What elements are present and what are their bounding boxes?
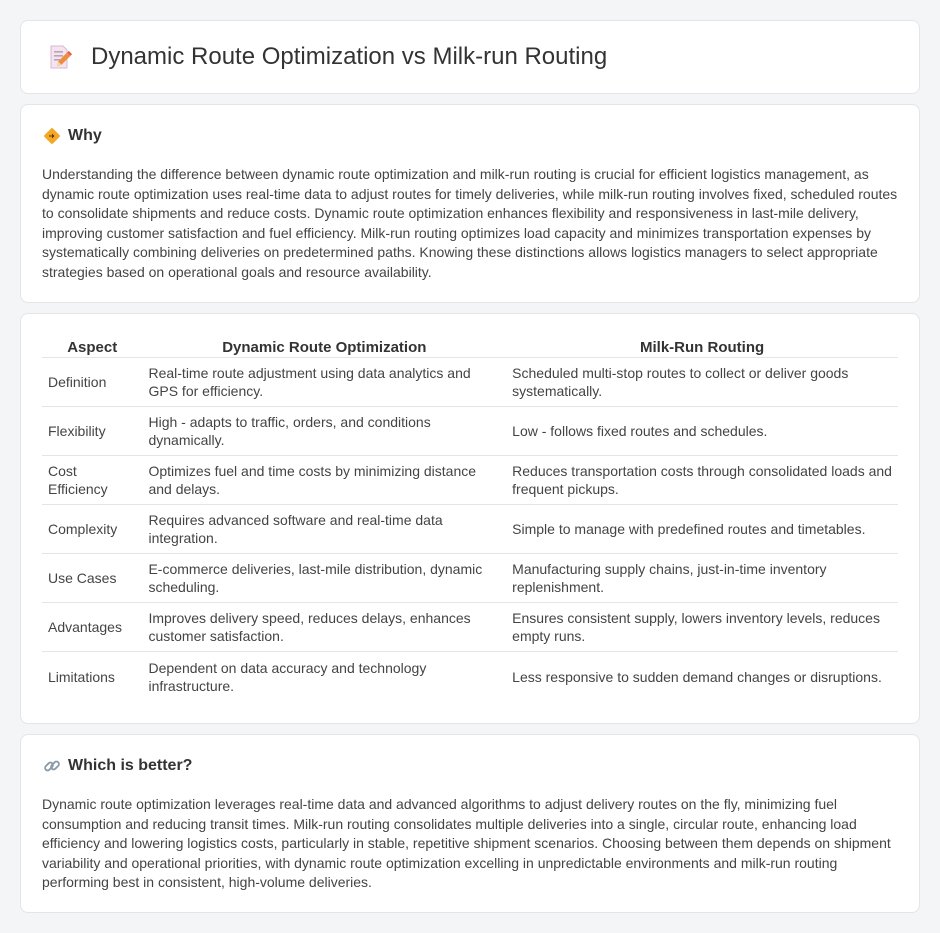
milk-run-cell: Low - follows fixed routes and schedules. (506, 407, 898, 456)
table-row (42, 358, 898, 407)
table-row (42, 456, 898, 505)
comparison-card (20, 313, 920, 724)
header-dynamic: Dynamic Route Optimization (142, 334, 506, 358)
title-row (45, 43, 607, 71)
table-row (42, 505, 898, 554)
dynamic-cell: Improves delivery speed, reduces delays, enhances customer satisfaction. (142, 603, 506, 652)
diamond-sign-icon (43, 127, 61, 145)
better-heading (43, 757, 192, 775)
aspect-cell: Advantages (42, 603, 142, 652)
header-milk-run: Milk-Run Routing (506, 334, 898, 358)
why-heading (43, 127, 102, 145)
table-row (42, 652, 898, 701)
dynamic-cell: Real-time route adjustment using data analytics and GPS for efficiency. (142, 358, 506, 407)
comparison-table (42, 334, 898, 701)
aspect-cell: Flexibility (42, 407, 142, 456)
milk-run-cell: Simple to manage with predefined routes and timetables. (506, 505, 898, 554)
edit-document-icon (45, 43, 73, 71)
milk-run-cell: Less responsive to sudden demand changes or disruptions. (512, 668, 882, 685)
dynamic-cell: Optimizes fuel and time costs by minimizing distance and delays. (142, 456, 506, 505)
aspect-cell: Cost Efficiency (42, 456, 142, 505)
milk-run-cell: Manufacturing supply chains, just-in-time inventory replenishment. (506, 554, 898, 603)
page-title: Dynamic Route Optimization vs Milk-run Routing (91, 43, 608, 70)
milk-run-cell: Scheduled multi-stop routes to collect or deliver goods systematically. (506, 358, 898, 407)
milk-run-cell: Reduces transportation costs through consolidated loads and frequent pickups. (506, 456, 898, 505)
header-aspect: Aspect (42, 334, 142, 358)
aspect-cell: Definition (42, 358, 142, 407)
why-title: Why (68, 127, 102, 144)
aspect-cell: Limitations (48, 668, 115, 685)
dynamic-cell: Requires advanced software and real-time data integration. (142, 505, 506, 554)
aspect-cell: Complexity (42, 505, 142, 554)
better-text: Dynamic route optimization leverages real-time data and advanced algorithms to adjust delivery routes on the fly, minimizing fuel consumption and reducing transit times. Milk-run routing consolidates multiple deliveries into a single, circular route, enhancing load efficiency and lowering logistics costs, particularly in stable, repetitive shipment scenarios. Choosing between them depends on shipment variability and operational priorities, with dynamic route optimization excelling in unpredictable environments and milk-run routing performing best in consistent, high-volume deliveries. (42, 796, 891, 891)
table-row (42, 407, 898, 456)
table-row (42, 554, 898, 603)
table-header-row (42, 334, 898, 358)
why-text: Understanding the difference between dynamic route optimization and milk-run routing is crucial for efficient logistics management, as dynamic route optimization uses real-time data to adjust routes for timely deliveries, while milk-run routing involves fixed, scheduled routes to consolidate shipments and reduce costs. Dynamic route optimization enhances flexibility and responsiveness in last-mile delivery, improving customer satisfaction and fuel efficiency. Milk-run routing optimizes load capacity and minimizes transportation expenses by systematically combining deliveries on predetermined paths. Knowing these distinctions allows logistics managers to select appropriate strategies based on operational goals and resource availability. (42, 166, 898, 280)
table-row (42, 603, 898, 652)
which-better-card (20, 734, 920, 913)
aspect-cell: Use Cases (42, 554, 142, 603)
dynamic-cell: Dependent on data accuracy and technology infrastructure. (148, 659, 427, 694)
title-card (20, 20, 920, 94)
milk-run-cell: Ensures consistent supply, lowers inventory levels, reduces empty runs. (506, 603, 898, 652)
link-icon (43, 757, 61, 775)
better-title: Which is better? (68, 757, 193, 774)
dynamic-cell: High - adapts to traffic, orders, and conditions dynamically. (142, 407, 506, 456)
why-card (20, 104, 920, 303)
dynamic-cell: E-commerce deliveries, last-mile distribution, dynamic scheduling. (142, 554, 506, 603)
